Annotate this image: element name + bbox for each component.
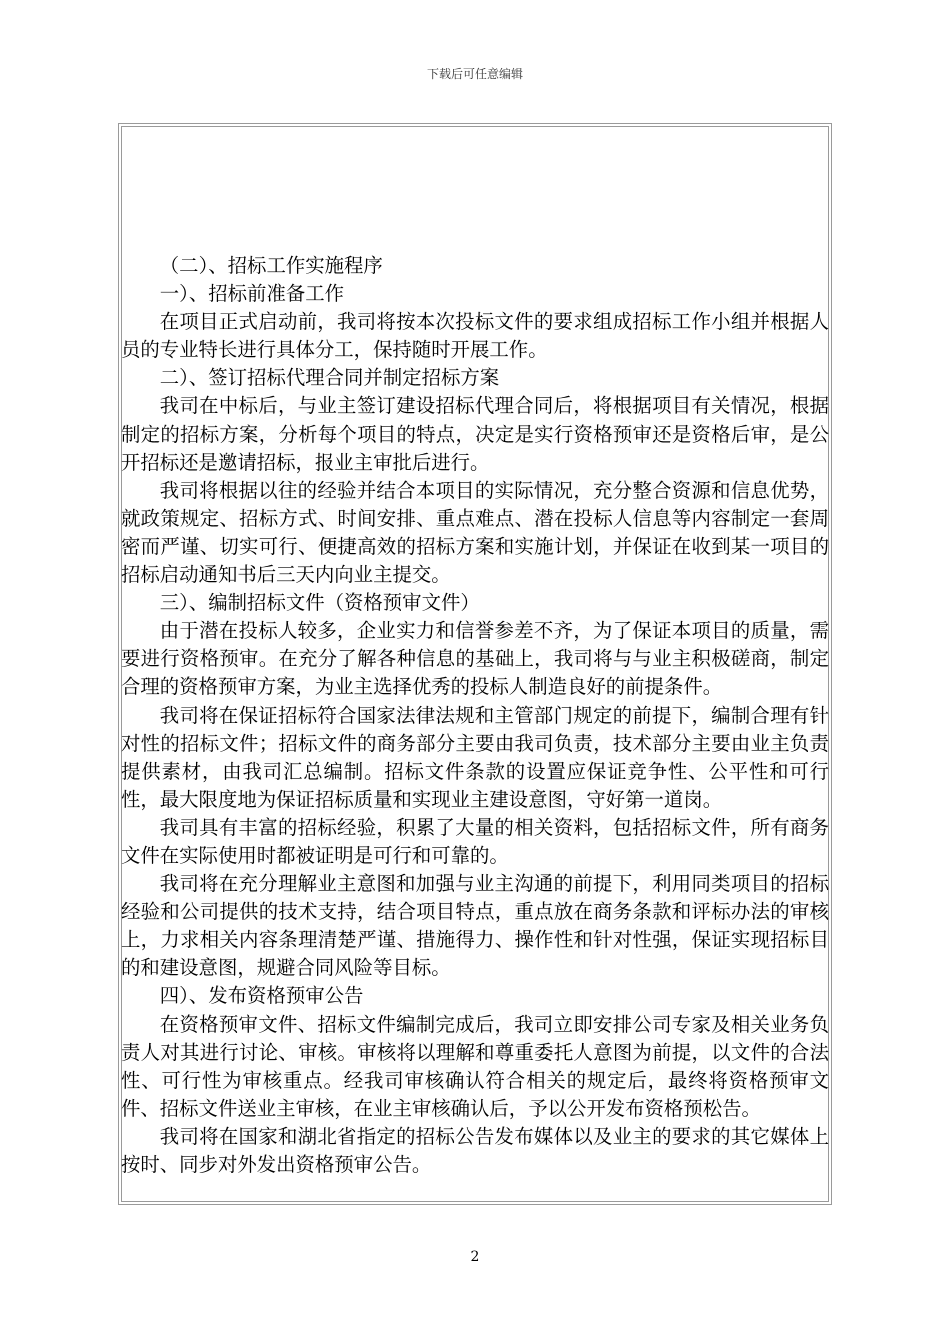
body-paragraph: 由于潜在投标人较多，企业实力和信誉参差不齐，为了保证本项目的质量，需要进行资格预审。在充分了解各种信息的基础上，我司将与与业主积极磋商，制定合理的资格预审方案，为业主选择优秀的投标人制造良好的前提条件。 [121,619,829,699]
subsection-heading: 三）、编制招标文件（资格预审文件） [159,591,480,615]
body-paragraph: 我司在中标后，与业主签订建设招标代理合同后，将根据项目有关情况，根据制定的招标方案，分析每个项目的特点，决定是实行资格预审还是资格后审，是公开招标还是邀请招标，报业主审批后进行。 [121,394,829,474]
subsection-heading: 一）、招标前准备工作 [159,282,345,306]
subsection-heading: 二）、签订招标代理合同并制定招标方案 [159,366,500,390]
section-heading: （二）、招标工作实施程序 [159,254,383,277]
subsection-heading: 四）、发布资格预审公告 [159,984,364,1008]
body-paragraph: 我司将在充分理解业主意图和加强与业主沟通的前提下，利用同类项目的招标经验和公司提供的技术支持，结合项目特点，重点放在商务条款和评标办法的审核上，力求相关内容条理清楚严谨、措施得力、操作性和针对性强，保证实现招标目的和建设意图，规避合同风险等目标。 [121,872,829,980]
body-paragraph: 我司具有丰富的招标经验，积累了大量的相关资料，包括招标文件，所有商务文件在实际使用时都被证明是可行和可靠的。 [121,815,829,867]
body-paragraph: 我司将根据以往的经验并结合本项目的实际情况，充分整合资源和信息优势，就政策规定、招标方式、时间安排、重点难点、潜在投标人信息等内容制定一套周密而严谨、切实可行、便捷高效的招标方案和实施计划，并保证在收到某一项目的招标启动通知书后三天内向业主提交。 [121,478,829,587]
page-number: 2 [470,1249,480,1265]
body-paragraph: 我司将在保证招标符合国家法律法规和主管部门规定的前提下，编制合理有针对性的招标文件；招标文件的商务部分主要由我司负责，技术部分主要由业主负责提供素材，由我司汇总编制。招标文件条款的设置应保证竞争性、公平性和可行性，最大限度地为保证招标质量和实现业主建设意图，守好第一道岗。 [121,703,829,811]
body-paragraph: 我司将在国家和湖北省指定的招标公告发布媒体以及业主的要求的其它媒体上按时、同步对外发出资格预审公告。 [121,1124,829,1176]
body-paragraph: 在资格预审文件、招标文件编制完成后，我司立即安排公司专家及相关业务负责人对其进行讨论、审核。审核将以理解和尊重委托人意图为前提，以文件的合法性、可行性为审核重点。经我司审核确认符合相关的规定后，最终将资格预审文件、招标文件送业主审核，在业主审核确认后，予以公开发布资格预松告。 [121,1012,829,1120]
body-paragraph: 在项目正式启动前，我司将按本次投标文件的要求组成招标工作小组并根据人员的专业特长进行具体分工，保持随时开展工作。 [121,310,829,362]
document-body [121,252,829,1179]
page-header-note: 下载后可任意编辑 [426,67,523,81]
